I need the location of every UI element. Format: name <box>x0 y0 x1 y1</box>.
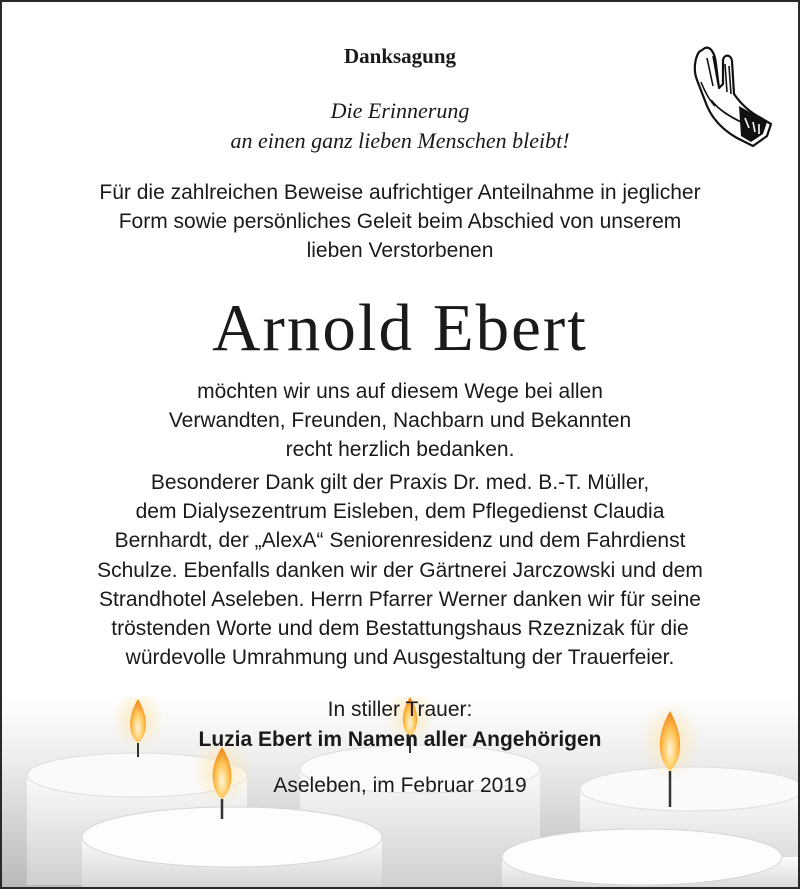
intro-line: Für die zahlreichen Beweise aufrichtiger Anteilnahme in jeglicher <box>99 181 701 204</box>
motto-quote <box>0 96 800 156</box>
motto-line: Die Erinnerung <box>330 98 470 123</box>
special-thanks-paragraph <box>0 468 800 672</box>
notice-heading: Danksagung <box>343 44 457 68</box>
thanks-line: möchten wir uns auf diesem Wege bei allen <box>197 380 603 403</box>
intro-line: lieben Verstorbenen <box>306 239 494 262</box>
deceased-name: Arnold Ebert <box>212 291 588 365</box>
place-date: Aseleben, im Februar 2019 <box>273 774 527 797</box>
praying-hands-icon <box>683 44 773 148</box>
special-thanks-line: dem Dialysezentrum Eisleben, dem Pflegedienst Claudia <box>135 500 665 524</box>
special-thanks-line: würdevolle Umrahmung und Ausgestaltung der Trauerfeier. <box>125 646 675 670</box>
thanks-paragraph <box>0 377 800 464</box>
special-thanks-line: Besonderer Dank gilt der Praxis Dr. med. B.-T. Müller, <box>150 471 650 494</box>
signer-name: Luzia Ebert im Namen aller Angehörigen <box>198 728 602 751</box>
intro-paragraph <box>0 178 800 265</box>
intro-line: Form sowie persönliches Geleit beim Abschied von unserem <box>118 210 682 233</box>
mourning-label: In stiller Trauer: <box>327 698 473 721</box>
special-thanks-line: tröstenden Worte und dem Bestattungshaus Rzeznizak für die <box>111 617 689 641</box>
thanks-line: Verwandten, Freunden, Nachbarn und Bekannten <box>168 409 632 432</box>
special-thanks-line: Strandhotel Aseleben. Herrn Pfarrer Werner danken wir für seine <box>99 587 701 611</box>
motto-line: an einen ganz lieben Menschen bleibt! <box>230 128 570 153</box>
thanks-line: recht herzlich bedanken. <box>285 438 515 461</box>
special-thanks-line: Bernhardt, der „AlexA“ Seniorenresidenz und dem Fahrdienst <box>114 529 686 553</box>
special-thanks-line: Schulze. Ebenfalls danken wir der Gärtnerei Jarczowski und dem <box>97 558 703 582</box>
